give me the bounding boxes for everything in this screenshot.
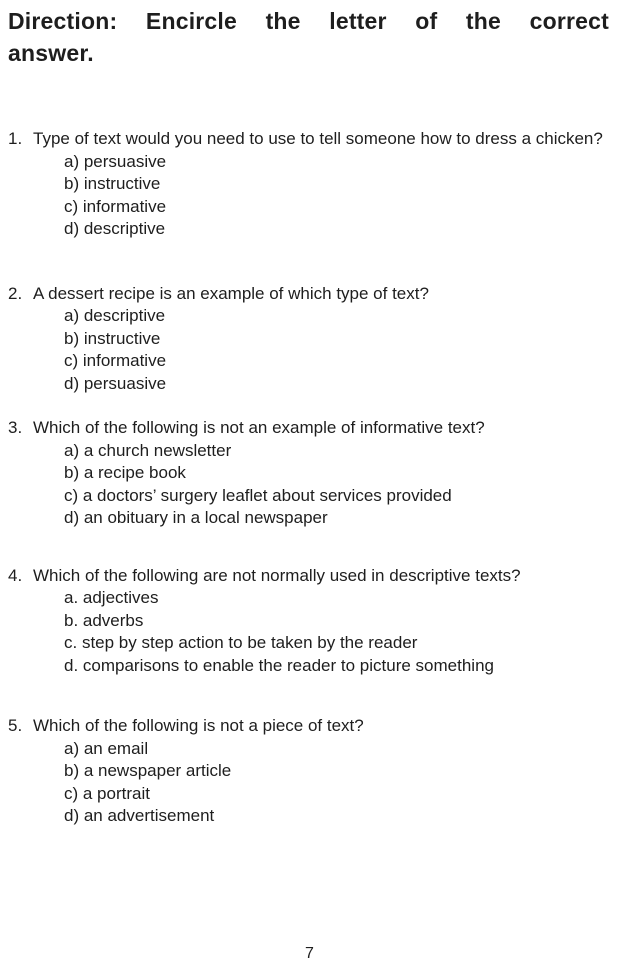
option: b) instructive [64,328,161,348]
option: a) an email [64,738,149,758]
directions-heading-line1: Direction: Encircle the letter of the correct [8,8,609,34]
page-number: 7 [305,945,314,962]
option: d) descriptive [64,219,166,238]
question-text: A dessert recipe is an example of which type of text? [33,283,429,303]
option: d) persuasive [64,373,167,393]
question [8,417,610,530]
options-list [33,305,610,395]
question-text: Which of the following is not an example of informative text? [33,418,485,437]
option: a) descriptive [64,306,166,325]
option: a) persuasive [64,151,167,171]
option: b. adverbs [64,610,144,630]
question-body [33,283,610,396]
question-body [33,128,610,241]
question [8,283,610,396]
directions-heading-line2: answer. [8,40,94,66]
option: a) a church newsletter [64,440,232,460]
option: b) a newspaper article [64,761,232,780]
option: c) a portrait [64,783,150,803]
question [8,715,610,828]
question [8,128,610,241]
question-text: Which of the following are not normally used in descriptive texts? [33,565,521,585]
options-list [33,738,610,828]
questions-list [8,128,610,828]
option: c. step by step action to be taken by the reader [64,633,418,652]
question-number: 3. [8,418,23,437]
option: c) a doctors’ surgery leaflet about services provided [64,485,452,505]
option: a. adjectives [64,588,159,607]
directions-heading [0,0,619,69]
option: d) an obituary in a local newspaper [64,508,328,527]
question [8,565,610,678]
options-list [33,440,610,530]
question-text: Type of text would you need to use to tell someone how to dress a chicken? [33,129,603,148]
question-body [33,417,610,530]
question-number: 2. [8,283,23,303]
option: c) informative [64,196,167,216]
option: b) instructive [64,174,161,193]
options-list [33,151,610,241]
page-footer [0,944,619,964]
option: c) informative [64,351,167,370]
question-number: 4. [8,565,23,585]
option: b) a recipe book [64,463,186,482]
question-text: Which of the following is not a piece of text? [33,716,364,735]
question-number: 1. [8,129,23,148]
question-body [33,565,610,678]
option: d. comparisons to enable the reader to picture something [64,655,494,675]
option: d) an advertisement [64,806,215,825]
question-body [33,715,610,828]
question-number: 5. [8,716,23,735]
options-list [33,587,610,677]
